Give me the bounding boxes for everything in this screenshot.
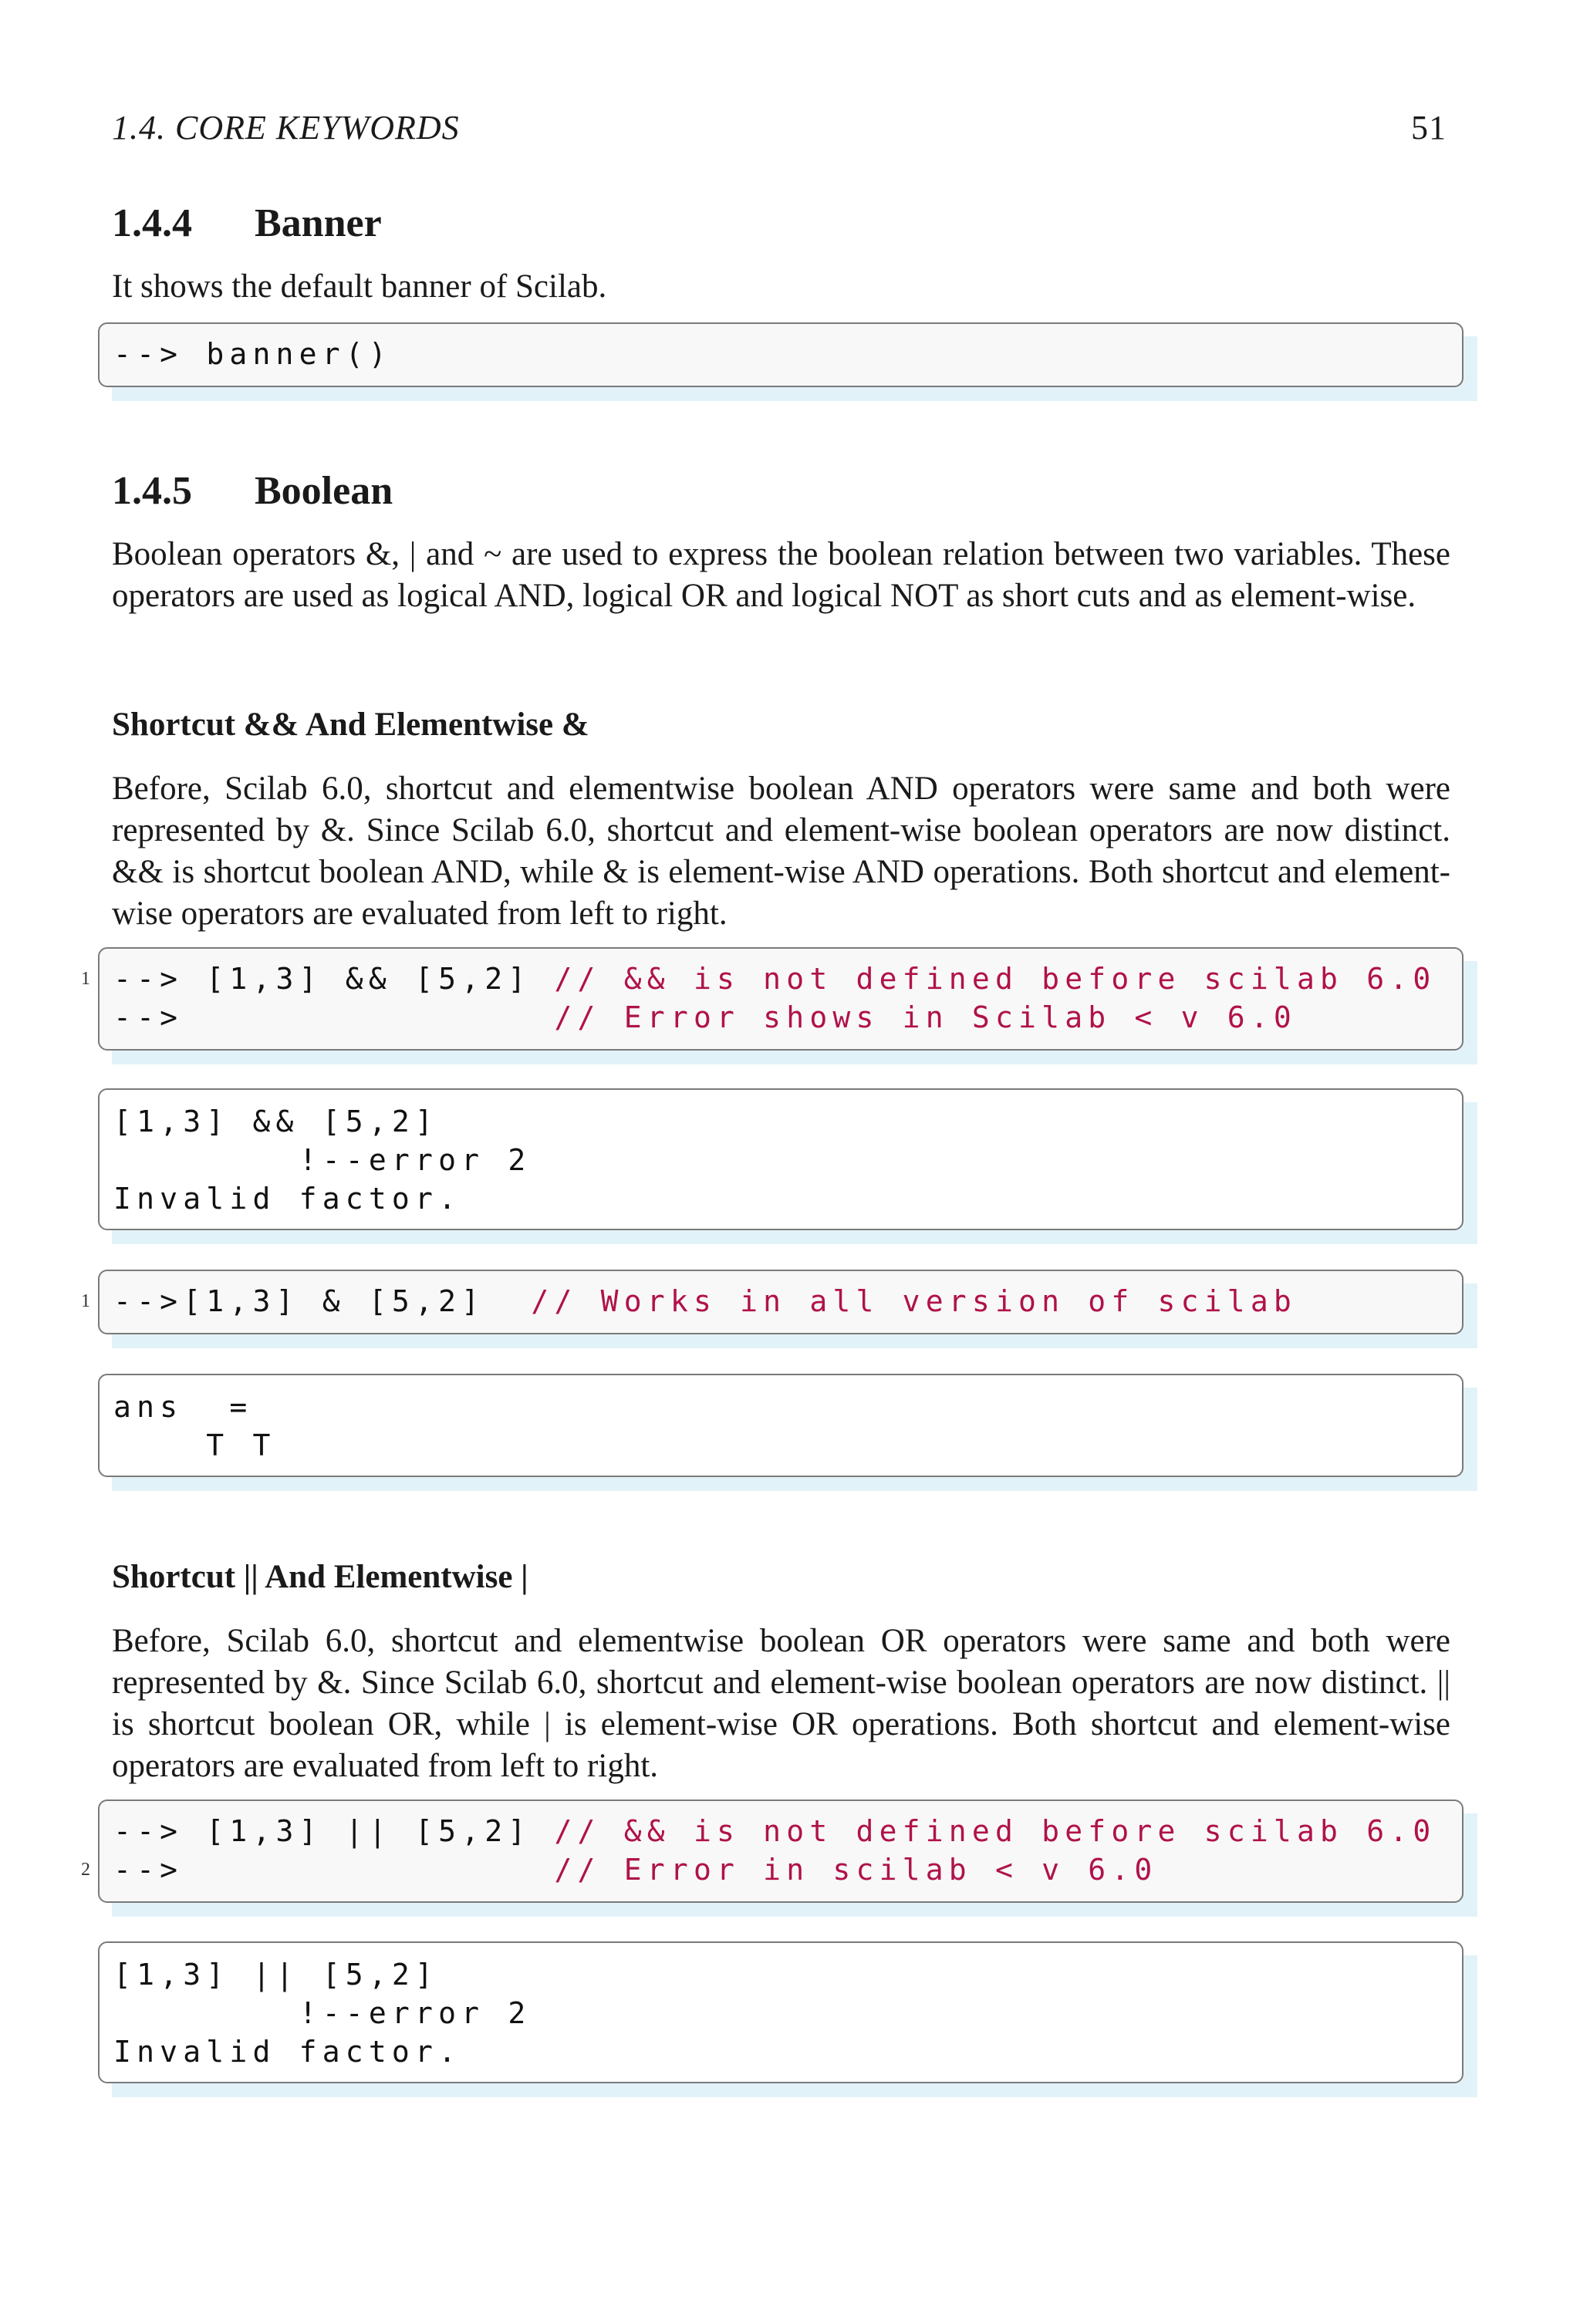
output-block-and-result <box>98 1374 1464 1477</box>
output-block-frame <box>98 1374 1464 1477</box>
code-listing <box>113 1812 1436 1889</box>
code-prompt: --> <box>113 337 207 371</box>
code-listing <box>113 1282 1297 1321</box>
code-text: --> <box>113 1000 555 1034</box>
banner-paragraph: It shows the default banner of Scilab. <box>112 268 607 305</box>
code-command: banner() <box>206 337 392 371</box>
output-listing <box>113 1102 531 1218</box>
output-block-or-error <box>98 1941 1464 2083</box>
subsection-heading-or: Shortcut || And Elementwise | <box>112 1559 528 1595</box>
output-line: [1,3] || [5,2] <box>113 1958 439 1992</box>
output-listing <box>113 1955 531 2071</box>
running-header <box>112 108 1447 147</box>
section-number: 1.4.5 <box>112 469 192 513</box>
code-listing <box>113 960 1436 1037</box>
output-listing <box>113 1388 276 1465</box>
code-block-or-shortcut <box>81 1799 1464 1903</box>
code-comment: // Works in all version of scilab <box>531 1284 1297 1318</box>
code-text: --> [1,3] || [5,2] <box>113 1814 555 1848</box>
section-heading-boolean <box>112 468 393 514</box>
code-comment: // Error in scilab < v 6.0 <box>554 1853 1158 1887</box>
page-number: 51 <box>1411 109 1447 147</box>
code-block-banner <box>98 322 1464 387</box>
code-text: --> <box>113 1853 555 1887</box>
code-listing <box>113 335 392 373</box>
code-block-and-shortcut <box>81 947 1464 1051</box>
code-block-and-elementwise <box>81 1270 1464 1334</box>
section-title: Boolean <box>255 469 393 513</box>
code-comment: // && is not defined before scilab 6.0 <box>554 962 1437 996</box>
or-paragraph: Before, Scilab 6.0, shortcut and elementwise boolean OR operators were same and both were represented by &. Since Scilab 6.0, shortcut and element-wise boolean operators are now distinct. || is shortcut boolean OR, while | is element-wise OR operations. Both shortcut and element-wise operators are evaluated from left to right. <box>112 1623 1450 1784</box>
code-comment: // Error shows in Scilab < v 6.0 <box>554 1000 1297 1034</box>
running-title: 1.4. CORE KEYWORDS <box>112 109 460 147</box>
line-number: 1 <box>81 969 90 989</box>
code-text: --> [1,3] && [5,2] <box>113 962 555 996</box>
and-paragraph: Before, Scilab 6.0, shortcut and elementwise boolean AND operators were same and both were represented by &. Since Scilab 6.0, shortcut and element-wise boolean operators are now distinct. && is shortcut boolean AND, while & is element-wise AND operations. Both shortcut and element-wise operators are evaluated from left to right. <box>112 771 1450 932</box>
output-line: !--error 2 <box>113 1996 532 2030</box>
output-line: T T <box>113 1428 276 1462</box>
output-line: ans = <box>113 1390 253 1424</box>
output-line: !--error 2 <box>113 1143 532 1177</box>
code-text: -->[1,3] & [5,2] <box>113 1284 532 1318</box>
output-line: [1,3] && [5,2] <box>113 1105 439 1138</box>
section-heading-banner <box>112 201 382 246</box>
output-block-and-error <box>98 1088 1464 1230</box>
output-line: Invalid factor. <box>113 2035 462 2069</box>
output-line: Invalid factor. <box>113 1182 462 1216</box>
boolean-paragraph: Boolean operators &, | and ~ are used to express the boolean relation between two variables. These operators are used as logical AND, logical OR and logical NOT as short cuts and as element-wise. <box>112 536 1450 614</box>
section-title: Banner <box>255 201 382 245</box>
line-number: 2 <box>81 1860 90 1880</box>
subsection-heading-and: Shortcut && And Elementwise & <box>112 707 589 743</box>
section-number: 1.4.4 <box>112 201 192 245</box>
code-comment: // && is not defined before scilab 6.0 <box>554 1814 1437 1848</box>
line-number: 1 <box>81 1291 90 1311</box>
